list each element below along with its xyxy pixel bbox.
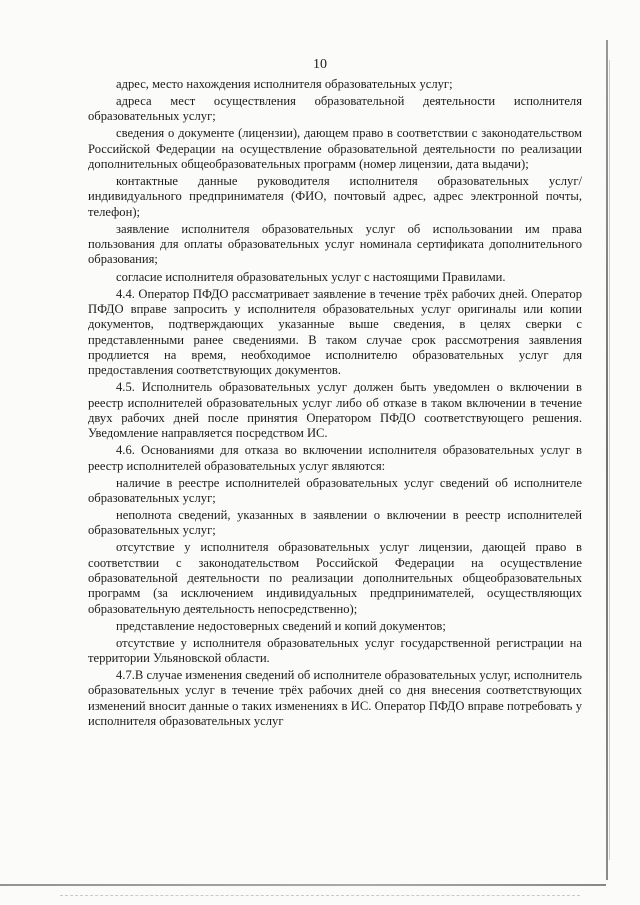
paragraph-false-info: представление недостоверных сведений и копий документов; bbox=[116, 618, 446, 633]
paragraph-activity-addresses: адреса мест осуществления образовательной деятельности исполнителя образовательных услуг; bbox=[88, 94, 582, 124]
scan-edge-bottom-shadow bbox=[60, 895, 580, 897]
paragraph-certificate-statement: заявление исполнителя образовательных услуг об использовании им права пользования для оплаты образовательных услуг номинала сертификата дополнительного образования; bbox=[88, 221, 582, 267]
document-text bbox=[88, 77, 582, 731]
paragraph-no-license: отсутствие у исполнителя образовательных услуг лицензии, дающей право в соответствии с законодательством Российской Федерации на осуществление образовательной деятельности по реализации дополнительных общеобразовательных программ (за исключением индивидуальных предпринимателей, осуществляющих образовательную деятельность непосредственно); bbox=[88, 540, 582, 616]
paragraph-address: адрес, место нахождения исполнителя образовательных услуг; bbox=[116, 77, 453, 91]
paragraph-no-registration: отсутствие у исполнителя образовательных услуг государственной регистрации на территории Ульяновской области. bbox=[88, 635, 582, 666]
paragraph-4-4: 4.4. Оператор ПФДО рассматривает заявление в течение трёх рабочих дней. Оператор ПФДО вправе запросить у исполнителя образовательных услуг оригиналы или копии документов, подтверждающих указанные выше сведения, в целях сверки с представленными ранее сведениями. В таком случае срок рассмотрения заявления продлиется на время, необходимое исполнителю образовательных услуг для предоставления соответствующих документов. bbox=[88, 286, 582, 378]
scan-edge-bottom bbox=[0, 884, 606, 886]
paragraph-4-6: 4.6. Основаниями для отказа во включении исполнителя образовательных услуг в реестр исполнителей образовательных услуг являются: bbox=[88, 443, 582, 473]
paragraph-incomplete-info: неполнота сведений, указанных в заявлении о включении в реестр исполнителей образовательных услуг; bbox=[88, 507, 582, 538]
scan-edge-right-shadow bbox=[609, 60, 610, 860]
paragraph-license-info: сведения о документе (лицензии), дающем право в соответствии с законодательством Российской Федерации на осуществление образовательной деятельности по реализации дополнительных общеобразовательных программ (номер лицензии, дата выдачи); bbox=[88, 126, 582, 172]
paragraph-rules-consent: согласие исполнителя образовательных услуг с настоящими Правилами. bbox=[116, 269, 506, 284]
paragraph-4-7: 4.7.В случае изменения сведений об исполнителе образовательных услуг, исполнитель образовательных услуг в течение трёх рабочих дней со дня внесения соответствующих изменений вносит данные о таких изменениях в ИС. Оператор ПФДО вправе потребовать у исполнителя образовательных услуг bbox=[88, 668, 582, 729]
scan-edge-right bbox=[606, 40, 608, 880]
page-number: 10 bbox=[313, 57, 327, 72]
paragraph-contact-data: контактные данные руководителя исполнителя образовательных услуг/индивидуального предпринимателя (ФИО, почтовый адрес, адрес электронной почты, телефон); bbox=[88, 174, 582, 219]
paragraph-registry-presence: наличие в реестре исполнителей образовательных услуг сведений об исполнителе образовательных услуг; bbox=[88, 475, 582, 505]
paragraph-4-5: 4.5. Исполнитель образовательных услуг должен быть уведомлен о включении в реестр исполнителей образовательных услуг либо об отказе в таком включении в течение двух рабочих дней после принятия Оператором ПФДО соответствующего решения. Уведомление направляется посредством ИС. bbox=[88, 380, 582, 441]
